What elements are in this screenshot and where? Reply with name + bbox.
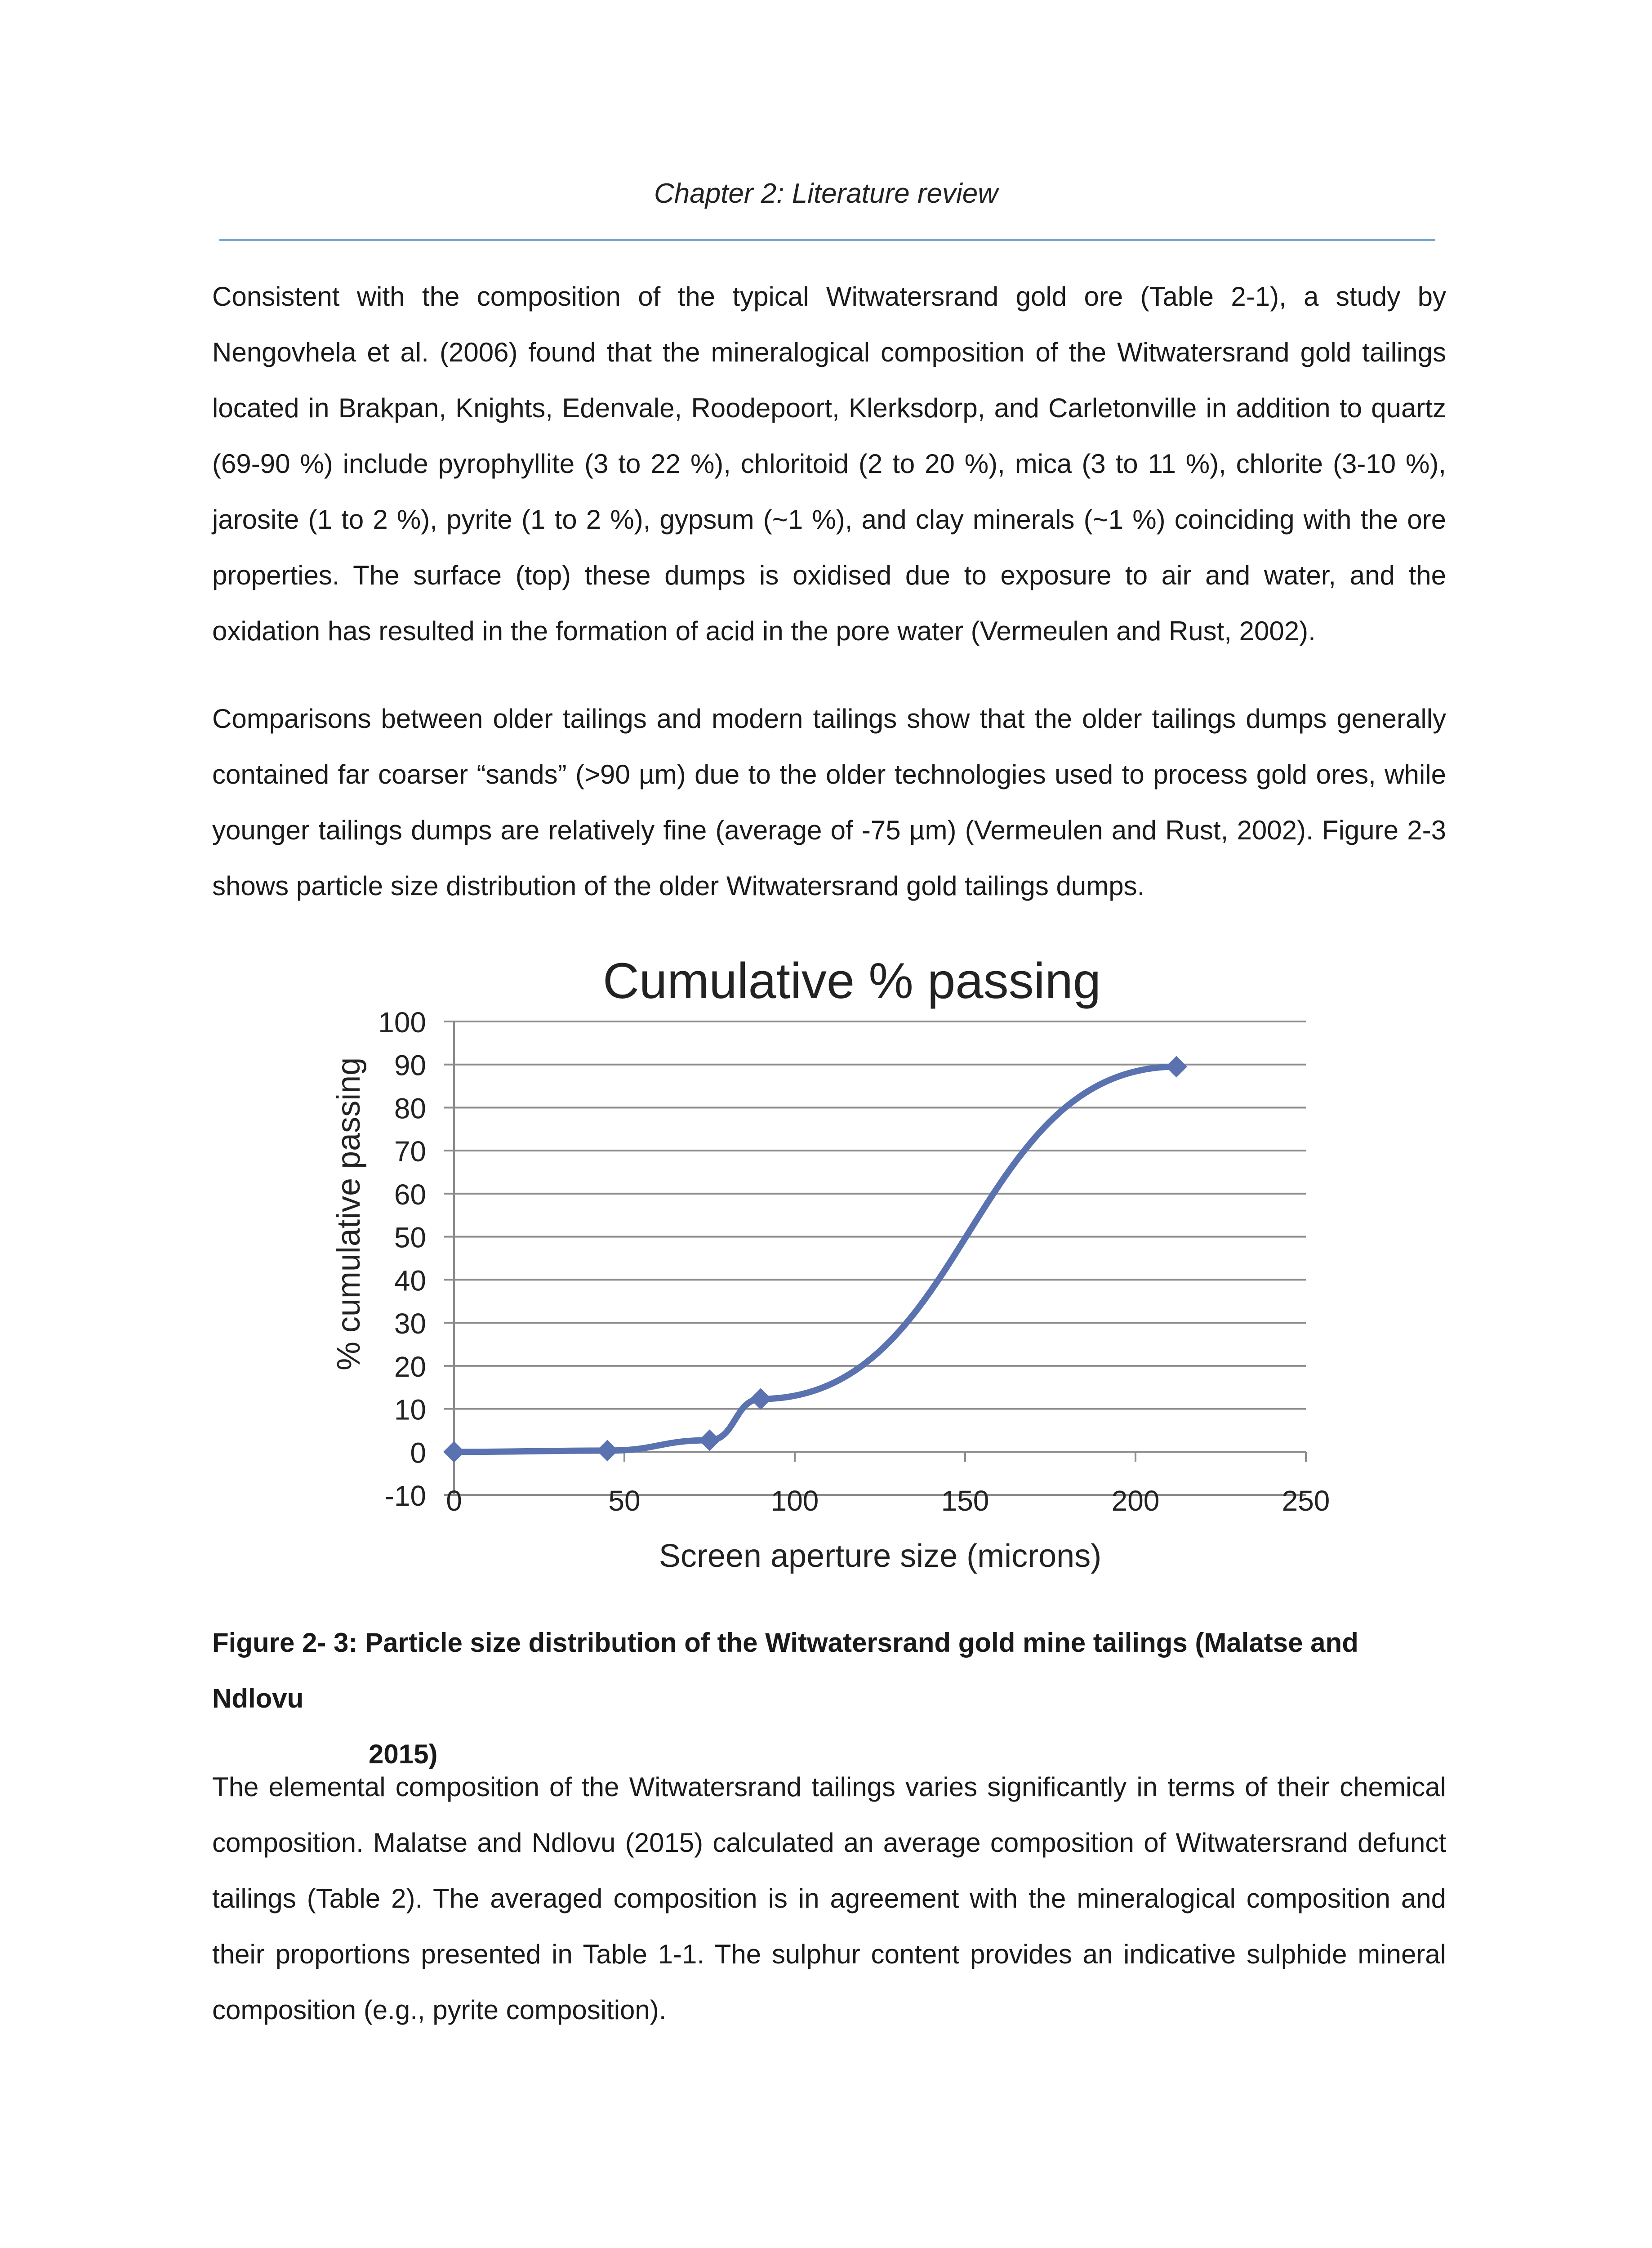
data-point-marker (699, 1429, 721, 1451)
x-tick-label: 100 (770, 1485, 819, 1517)
data-point-marker (597, 1440, 618, 1461)
paragraph-elemental-composition: The elemental composition of the Witwatersrand tailings varies significantly in terms of their chemical composition. Malatse and Ndlovu (2015) calculated an average composition of Witwatersrand defunct tailings (Table 2). The averaged composition is in agreement with the mineralogical composition and their proportions presented in Table 1-1. The sulphur content provides an indicative sulphide mineral composition (e.g., pyrite composition). (212, 1772, 1446, 2025)
y-tick-label: 80 (394, 1092, 426, 1125)
y-tick-label: 50 (394, 1221, 426, 1254)
x-tick-label: 250 (1282, 1485, 1330, 1517)
y-tick-label: 40 (394, 1264, 426, 1297)
header-divider (219, 239, 1435, 241)
y-tick-label: 30 (394, 1307, 426, 1340)
y-tick-label: 90 (394, 1049, 426, 1082)
y-tick-labels (378, 1006, 426, 1512)
y-tick-label: 10 (394, 1393, 426, 1426)
figure-caption-year: 2015) (369, 1739, 438, 1769)
series-line (454, 1067, 1176, 1452)
y-tick-label: 20 (394, 1350, 426, 1383)
y-tick-label: 100 (378, 1006, 426, 1039)
chart-series (443, 1056, 1187, 1463)
y-tick-label: 60 (394, 1178, 426, 1211)
chart-title: Cumulative % passing (602, 953, 1101, 1009)
paragraph-particle-size: Comparisons between older tailings and modern tailings show that the older tailings dumps generally contained far coarser “sands” (>90 µm) due to the older technologies used to process gold ores, while younger tailings dumps are relatively fine (average of -75 µm) (Vermeulen and Rust, 2002). Figure 2-3 shows particle size distribution of the older Witwatersrand gold tailings dumps. (212, 704, 1446, 901)
figure-caption-text: Figure 2- 3: Particle size distribution of the Witwatersrand gold mine tailings (Malatse and Ndlovu (212, 1628, 1358, 1713)
paragraph-mineralogy: Consistent with the composition of the typical Witwatersrand gold ore (Table 2-1), a study by Nengovhela et al. (2006) found that the mineralogical composition of the Witwatersrand gold tailings located in Brakpan, Knights, Edenvale, Roodepoort, Klerksdorp, and Carletonville in addition to quartz (69-90 %) include pyrophyllite (3 to 22 %), chloritoid (2 to 20 %), mica (3 to 11 %), chlorite (3-10 %), jarosite (1 to 2 %), pyrite (1 to 2 %), gypsum (~1 %), and clay minerals (~1 %) coinciding with the ore properties. The surface (top) these dumps is oxidised due to exposure to air and water, and the oxidation has resulted in the formation of acid in the pore water (Vermeulen and Rust, 2002). (212, 281, 1446, 646)
x-tick-label: 200 (1111, 1485, 1160, 1517)
particle-size-chart (0, 922, 1652, 1605)
x-axis-label: Screen aperture size (microns) (659, 1538, 1102, 1574)
x-tick-labels (446, 1485, 1330, 1517)
x-tick-label: 150 (941, 1485, 989, 1517)
figure-caption (212, 1615, 1446, 1782)
y-tick-label: 0 (410, 1436, 426, 1469)
x-tick-label: 0 (446, 1485, 462, 1517)
chart-gridlines (454, 1021, 1306, 1495)
y-axis-label: % cumulative passing (331, 1057, 367, 1371)
y-tick-label: -10 (384, 1480, 426, 1512)
running-header: Chapter 2: Literature review (654, 178, 998, 209)
chart-axes (444, 1021, 1306, 1495)
x-tick-label: 50 (608, 1485, 641, 1517)
data-point-marker (750, 1388, 771, 1410)
y-tick-label: 70 (394, 1135, 426, 1168)
data-point-marker (443, 1441, 465, 1463)
data-point-marker (1166, 1056, 1187, 1078)
